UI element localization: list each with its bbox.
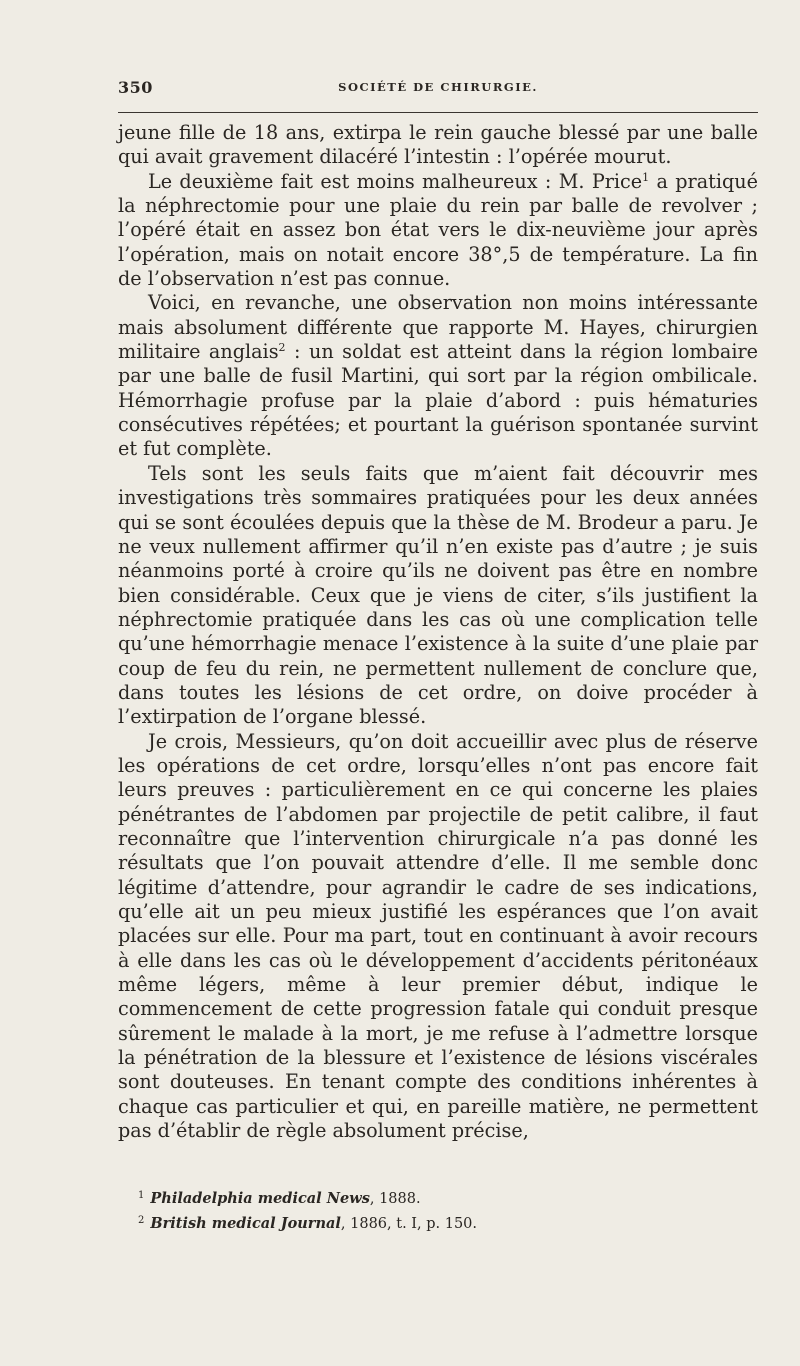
footnote-2-details: , 1886, t. I, p. 150. — [340, 1216, 478, 1232]
paragraph-2 — [118, 170, 758, 292]
footnote-2-source: British medical Journal — [150, 1215, 341, 1232]
footnote-1-source: Philadelphia medical News — [150, 1190, 370, 1207]
footnote-ref-1: 1 — [642, 170, 650, 184]
page-number: 350 — [118, 78, 153, 97]
paragraph-5: Je crois, Messieurs, qu’on doit accueillir avec plus de réserve les opérations de cet ordre, lorsqu’elles n’ont pas encore fait leurs preuves : particulièrement en ce qui concerne les plaies pénétrantes de l’abdomen par projectile de petit calibre, il faut reconnaître que l’intervention chirurgicale n’a pas donné les résultats que l’on pouvait attendre d’elle. Il me semble donc légitime d’attendre, pour agrandir le cadre de ses indications, qu’elle ait un peu mieux justifié les espérances que l’on avait placées sur elle. Pour ma part, tout en continuant à avoir recours à elle dans les cas où le développement d’accidents péritonéaux même légers, même à leur premier début, indique le commencement de cette progression fatale qui conduit presque sûrement le malade à la mort, je me refuse à l’admettre lorsque la pénétration de la blessure et l’existence de lésions viscérales sont douteuses. En tenant compte des conditions inhérentes à chaque cas particulier et qui, en pareille matière, ne permettent pas d’établir de règle absolument précise, — [118, 729, 758, 1143]
paragraph-3-start: Voici, en revanche, une observation non moins intéressante mais absolument différente que rapporte M. Hayes, chirurgien militaire anglais — [118, 291, 758, 364]
footnote-1-mark: 1 — [138, 1190, 145, 1201]
paragraph-2-start: Le deuxième fait est moins malheureux : M. Price — [148, 169, 643, 193]
footnote-1-details: , 1888. — [369, 1191, 421, 1207]
footnote-1 — [138, 1185, 738, 1210]
page-header — [118, 78, 758, 100]
paragraph-1: jeune fille de 18 ans, extirpa le rein gauche blessé par une balle qui avait gravement dilacéré l’intestin : l’opérée mourut. — [118, 121, 758, 169]
paragraph-2-end: a pratiqué la néphrectomie pour une plaie du rein par balle de revolver ; l’opéré était en assez bon état vers le dix-neuvième jour après l’opération, mais on notait encore 38°,5 de température. La fin de l’observation n’est pas connue. — [118, 169, 758, 291]
footnote-2 — [138, 1210, 738, 1235]
footnotes — [138, 1185, 738, 1235]
paragraph-3-end: : un soldat est atteint dans la région lombaire par une balle de fusil Martini, qui sort par la région ombilicale. Hémorrhagie profuse par la plaie d’abord : puis hématuries consécutives répétées; et pourtant la guérison spontanée survint et fut complète. — [118, 340, 758, 461]
footnote-ref-2: 2 — [278, 341, 286, 355]
paragraph-4: Tels sont les seuls faits que m’aient fait découvrir mes investigations très sommaires pratiquées pour les deux années qui se sont écoulées depuis que la thèse de M. Brodeur a paru. Je ne veux nullement affirmer qu’il n’en existe pas d’autre ; je suis néanmoins porté à croire qu’ils ne doivent pas être en nombre bien considérable. Ceux que je viens de citer, s’ils justifient la néphrectomie pratiquée dans les cas où une complication telle qu’une hémorrhagie menace l’existence à la suite d’une plaie par coup de feu du rein, ne permettent nullement de conclure que, dans toutes les lésions de cet ordre, on doive procéder à l’extirpation de l’organe blessé. — [118, 461, 758, 729]
header-rule — [118, 112, 758, 113]
footnote-2-mark: 2 — [138, 1215, 145, 1226]
body-text — [118, 121, 758, 1143]
running-title: SOCIÉTÉ DE CHIRURGIE. — [338, 80, 538, 94]
paragraph-3 — [118, 291, 758, 461]
